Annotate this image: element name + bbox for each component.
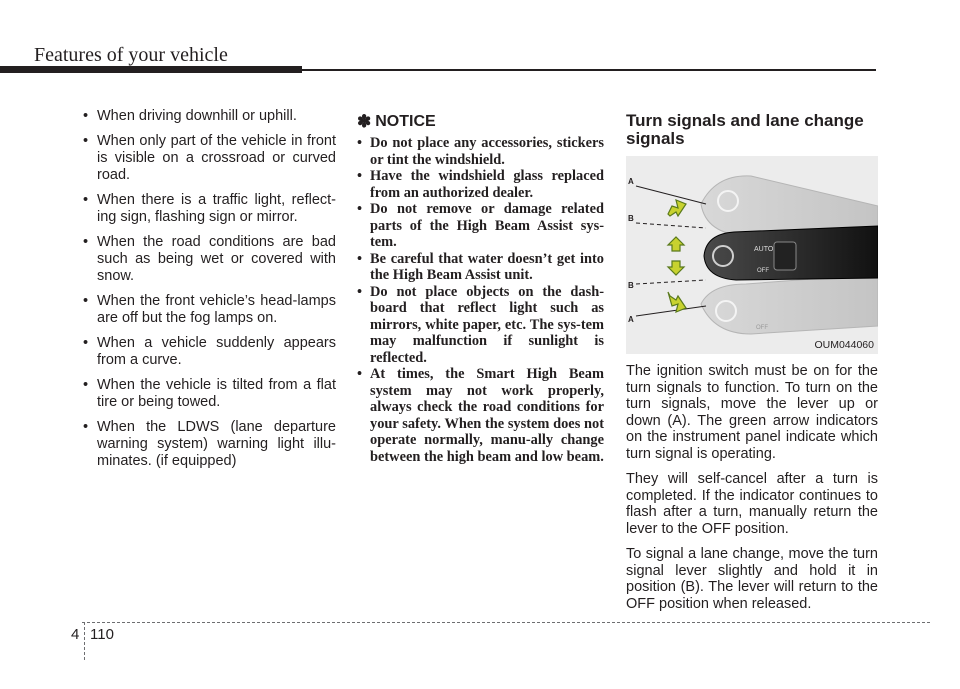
- header-rule: [302, 69, 876, 71]
- page-separator: [84, 622, 85, 660]
- list-item: • When the LDWS (lane departure warning system) warning light illu-minates. (if equipped): [80, 419, 336, 470]
- label-b-bottom: B: [628, 281, 634, 290]
- turn-signals-column: [626, 108, 878, 612]
- list-item: • When the front vehicle’s head-lamps are off but the fog lamps on.: [80, 293, 336, 327]
- turn-signal-lever-figure: [626, 156, 878, 354]
- paragraph: The ignition switch must be on for the turn signals to function. To turn on the turn signals, move the lever up or down (A). The green arrow indicators on the instrument panel indicate which turn signal is operating.: [626, 363, 878, 462]
- list-item: • When a vehicle suddenly appears from a curve.: [80, 335, 336, 369]
- notice-column: [357, 108, 604, 465]
- lever-label-auto: AUTO: [754, 246, 774, 253]
- notice-star-icon: ✽: [357, 112, 372, 131]
- list-item: • Have the windshield glass replaced from an authorized dealer.: [357, 168, 604, 201]
- left-column: [80, 108, 336, 478]
- chapter-number: 4: [71, 626, 80, 643]
- list-item: • When driving downhill or uphill.: [80, 108, 336, 125]
- header-title: Features of your vehicle: [34, 44, 228, 66]
- paragraph: To signal a lane change, move the turn signal lever slightly and hold it in position (B). The lever will return to the OFF position when released.: [626, 546, 878, 612]
- page-number: 110: [90, 626, 114, 643]
- list-item: • Do not place any accessories, stickers or tint the windshield.: [357, 135, 604, 168]
- notice-list: [357, 135, 604, 465]
- conditions-list: [80, 108, 336, 470]
- lever-label-off: OFF: [757, 268, 769, 274]
- label-b-top: B: [628, 214, 634, 223]
- lever-label-off-ghost: OFF: [756, 325, 768, 331]
- lever-illustration: [626, 156, 878, 354]
- list-item: • Do not remove or damage related parts of the High Beam Assist sys-tem.: [357, 201, 604, 251]
- list-item: • Be careful that water doesn’t get into the High Beam Assist unit.: [357, 251, 604, 284]
- list-item: • Do not place objects on the dash-board that reflect light such as mirrors, white paper, etc. The sys-tem may malfunction if sunlight is reflected.: [357, 284, 604, 367]
- list-item: • When there is a traffic light, reflect-ing sign, flashing sign or mirror.: [80, 192, 336, 226]
- footer-rule: [82, 622, 930, 623]
- paragraph: They will self-cancel after a turn is completed. If the indicator continues to flash after a turn, manually return the lever to the OFF position.: [626, 471, 878, 537]
- list-item: • When only part of the vehicle in front is visible on a crossroad or curved road.: [80, 133, 336, 184]
- notice-title: NOTICE: [375, 113, 436, 130]
- list-item: • At times, the Smart High Beam system may not work properly, always check the road conditions for your safety. When the system does not operate normally, manu-ally change between the high beam and low beam.: [357, 366, 604, 465]
- figure-code: OUM044060: [814, 339, 874, 351]
- notice-heading: [357, 112, 604, 132]
- lever-switch: [774, 242, 796, 270]
- header-bar: [0, 66, 302, 73]
- list-item: • When the vehicle is tilted from a flat tire or being towed.: [80, 377, 336, 411]
- section-heading: Turn signals and lane change signals: [626, 111, 864, 148]
- label-a-top: A: [628, 177, 634, 186]
- label-a-bottom: A: [628, 315, 634, 324]
- list-item: • When the road conditions are bad such as being wet or covered with snow.: [80, 234, 336, 285]
